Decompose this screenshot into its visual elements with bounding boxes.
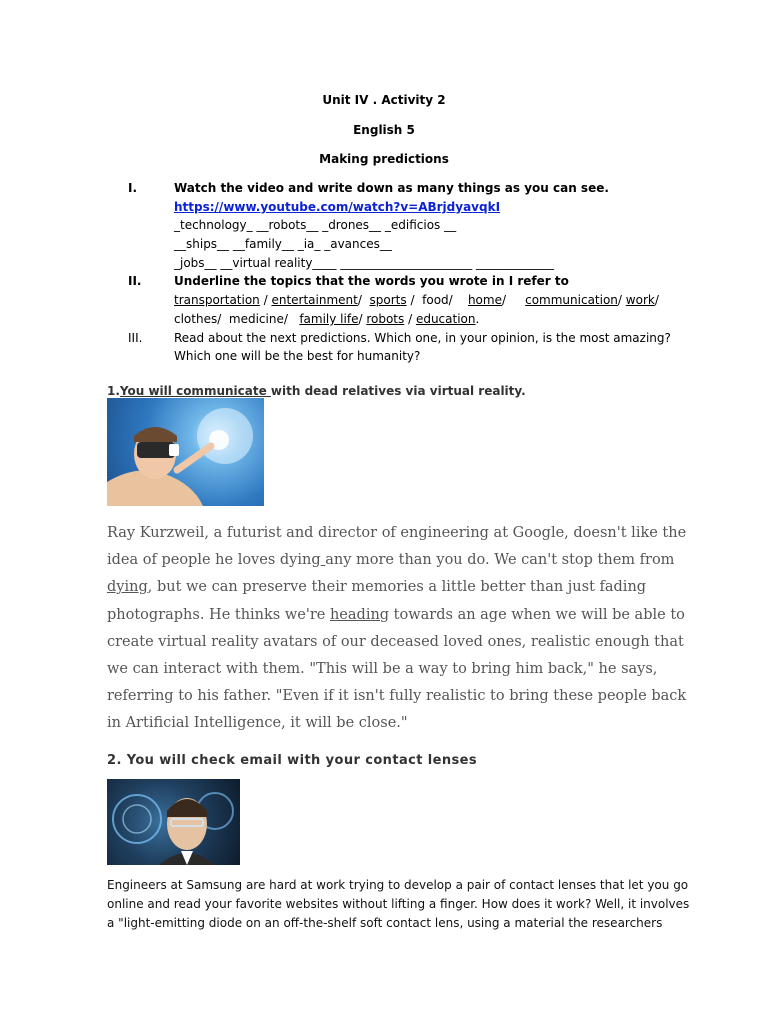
topic-word: / [404, 312, 416, 326]
topic-word: clothes/ medicine/ [174, 312, 300, 326]
topic-word: / [358, 312, 367, 326]
topic-word: home [467, 293, 502, 307]
section-2-numeral: II. [128, 274, 142, 288]
section-1-numeral: I. [128, 181, 138, 195]
paragraph-line: Engineers at Samsung are hard at work trying to develop a pair of contact lenses that let you go [107, 878, 689, 892]
vr-photo-svg [107, 398, 264, 506]
paragraph-text: idea of people he loves dying [107, 552, 321, 569]
topic-word: communication [525, 293, 618, 307]
paragraph-text: in Artificial Intelligence, it will be close." [107, 715, 408, 732]
topic-word: entertainment [271, 293, 358, 307]
topic-word: work [625, 293, 655, 307]
paragraph-line [107, 656, 677, 683]
answer-line-2: __ships__ __family__ _ia_ _avances__ [174, 237, 392, 251]
prediction-1-number: 1. [107, 384, 120, 398]
paragraph-text: referring to his father. "Even if it isn't fully realistic to bring these people back [107, 688, 687, 705]
topic-word: / [357, 293, 370, 307]
section-1-instruction: Watch the video and write down as many things as you can see. [174, 181, 609, 195]
paragraph-line [107, 683, 687, 710]
paragraph-text: heading [329, 606, 390, 623]
section-3-numeral: III. [128, 331, 143, 345]
paragraph-text: any more than you do. We can't stop them from [325, 552, 675, 569]
prediction-2-paragraph [107, 876, 690, 933]
paragraph-line [107, 710, 677, 737]
activity-title: Unit IV . Activity 2 [322, 93, 446, 107]
paragraph-line [107, 520, 687, 547]
topic-word: . [475, 312, 480, 326]
topic-word: / [259, 293, 272, 307]
paragraph-text: dying [107, 579, 148, 596]
paragraph-line: online and read your favorite websites without lifting a finger. How does it work? Well, it involves [107, 897, 690, 911]
paragraph-text: we can interact with them. "This will be a way to bring him back," he says, [107, 661, 658, 678]
paragraph-text: photographs. He thinks we're [107, 606, 330, 623]
paragraph-line [107, 629, 684, 656]
paragraph-text: Ray Kurzweil, a futurist and director of engineering at Google, doesn't like the [107, 525, 687, 541]
answer-line-1: _technology_ __robots__ _drones__ _edificios __ [174, 218, 457, 232]
prediction-1-rest: with dead relatives via virtual reality. [270, 384, 526, 398]
paragraph-text: towards an age when we will be able to [389, 606, 685, 623]
topic-word: family life [299, 312, 359, 326]
topic-word: / [654, 293, 659, 307]
answer-line-3: _jobs__ __virtual reality____ ______________________ _____________ [174, 256, 555, 270]
prediction-1-heading [107, 384, 526, 398]
prediction-1-paragraph [107, 520, 687, 738]
prediction-1-underlined: You will communicate [119, 384, 271, 398]
vr-headset-photo [107, 398, 264, 506]
paragraph-line [107, 574, 677, 601]
topic-word: transportation [174, 293, 260, 307]
topic-title: Making predictions [319, 152, 449, 166]
course-title: English 5 [353, 123, 415, 137]
video-link[interactable]: https://www.youtube.com/watch?v=ABrjdyavqkI [174, 200, 501, 214]
paragraph-line [107, 602, 685, 629]
topic-word: robots [366, 312, 405, 326]
holographic-interface-photo [107, 779, 240, 865]
section-2-instruction: Underline the topics that the words you wrote in I refer to [174, 274, 569, 288]
paragraph-text: create virtual reality avatars of our deceased loved ones, realistic enough that [107, 633, 684, 650]
tech-photo-svg [107, 779, 240, 865]
paragraph-line: a "light-emitting diode on an off-the-shelf soft contact lens, using a material the researchers [107, 916, 663, 930]
section-3-line-1: Read about the next predictions. Which one, in your opinion, is the most amazing? [174, 331, 671, 345]
section-3-line-2: Which one will be the best for humanity? [174, 349, 421, 363]
topic-word: sports [369, 293, 407, 307]
paragraph-text: , but we can preserve their memories a little better than just fading [147, 579, 647, 596]
prediction-2-heading: 2. You will check email with your contact lenses [107, 753, 477, 768]
topic-word: / [501, 293, 526, 307]
topics-line-2 [174, 312, 479, 326]
topic-word: / [617, 293, 626, 307]
topic-word: education [415, 312, 476, 326]
paragraph-line [107, 547, 677, 574]
topics-line-1 [174, 293, 659, 307]
section-1-video-link-line [174, 200, 500, 214]
topic-word: / food/ [406, 293, 468, 307]
